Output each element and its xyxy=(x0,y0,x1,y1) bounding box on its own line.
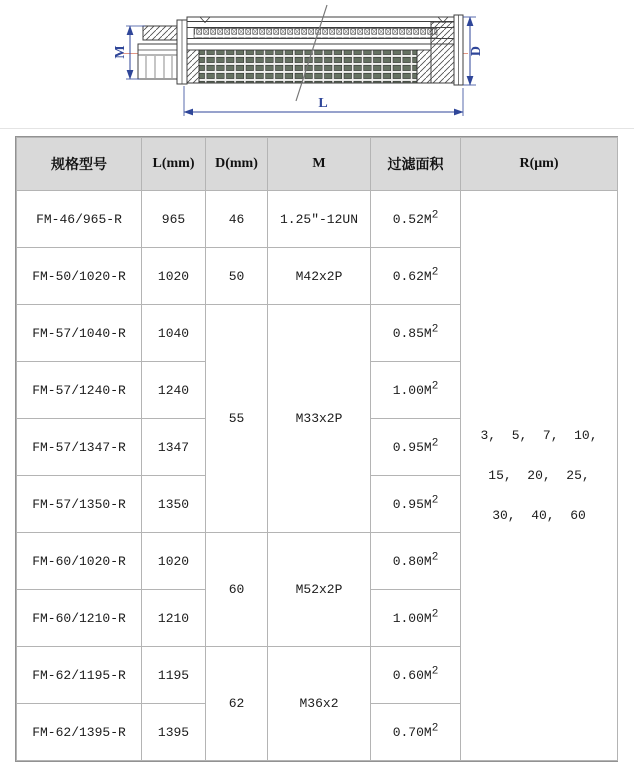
cell-filter-area: $0.95M^2$ xyxy=(371,476,461,533)
cell-diameter-merged: 60 xyxy=(206,533,268,647)
header-length: L(mm) xyxy=(142,138,206,191)
cell-filter-area: $0.70M^2$ xyxy=(371,704,461,761)
cell-diameter-merged: 62 xyxy=(206,647,268,761)
cell-model: FM-57/1350-R xyxy=(17,476,142,533)
cell-model: FM-57/1040-R xyxy=(17,305,142,362)
threaded-fitting xyxy=(138,20,187,84)
perforated-strip xyxy=(194,29,437,39)
cell-filter-area: $1.00M^2$ xyxy=(371,362,461,419)
header-filter-area: 过滤面积 xyxy=(371,138,461,191)
cell-length: 1195 xyxy=(142,647,206,704)
dim-label-l: L xyxy=(318,96,328,111)
cell-length: 1020 xyxy=(142,248,206,305)
cell-model: FM-60/1020-R xyxy=(17,533,142,590)
header-row xyxy=(17,138,618,191)
cell-model: FM-62/1395-R xyxy=(17,704,142,761)
spec-table-container xyxy=(15,136,618,762)
cell-filter-area: $0.60M^2$ xyxy=(371,647,461,704)
cell-model: FM-60/1210-R xyxy=(17,590,142,647)
cell-filter-area: $0.80M^2$ xyxy=(371,533,461,590)
cell-diameter: 50 xyxy=(206,248,268,305)
header-diameter: D(mm) xyxy=(206,138,268,191)
cell-thread: 1.25″-12UN xyxy=(268,191,371,248)
cell-micron-ratings xyxy=(461,191,618,761)
right-end-cap xyxy=(431,15,463,85)
cell-length: 1020 xyxy=(142,533,206,590)
micron-line: 30, 40, 60 xyxy=(492,507,586,523)
cell-length: 1040 xyxy=(142,305,206,362)
micron-line: 15, 20, 25, xyxy=(488,467,590,483)
cell-model: FM-57/1347-R xyxy=(17,419,142,476)
micron-line: 3, 5, 7, 10, xyxy=(480,427,598,443)
cell-model: FM-57/1240-R xyxy=(17,362,142,419)
dim-label-m: M xyxy=(113,45,128,59)
header-micron-rating: R(μm) xyxy=(461,138,618,191)
cell-model: FM-62/1195-R xyxy=(17,647,142,704)
mesh-body xyxy=(199,50,417,83)
filter-drawing xyxy=(0,0,634,132)
cell-length: 1347 xyxy=(142,419,206,476)
content-divider xyxy=(0,128,634,129)
cell-diameter-merged: 55 xyxy=(206,305,268,533)
cell-length: 1350 xyxy=(142,476,206,533)
dim-label-d: D xyxy=(469,45,484,57)
cell-filter-area: $0.52M^2$ xyxy=(371,191,461,248)
cell-thread-merged: M33x2P xyxy=(268,305,371,533)
cell-model: FM-50/1020-R xyxy=(17,248,142,305)
header-thread: M xyxy=(268,138,371,191)
cell-filter-area: $1.00M^2$ xyxy=(371,590,461,647)
cell-filter-area: $0.62M^2$ xyxy=(371,248,461,305)
cell-thread-merged: M36x2 xyxy=(268,647,371,761)
cell-diameter: 46 xyxy=(206,191,268,248)
cell-thread-merged: M52x2P xyxy=(268,533,371,647)
cell-length: 965 xyxy=(142,191,206,248)
filter-drawing-svg xyxy=(0,0,634,132)
cell-filter-area: $0.85M^2$ xyxy=(371,305,461,362)
cell-model: FM-46/965-R xyxy=(17,191,142,248)
cell-filter-area: $0.95M^2$ xyxy=(371,419,461,476)
cell-length: 1210 xyxy=(142,590,206,647)
cell-length: 1395 xyxy=(142,704,206,761)
cell-length: 1240 xyxy=(142,362,206,419)
cell-thread: M42x2P xyxy=(268,248,371,305)
element-right-cap-hatch xyxy=(417,50,431,83)
header-model: 规格型号 xyxy=(17,138,142,191)
spec-table xyxy=(16,137,618,761)
table-row xyxy=(17,191,618,248)
